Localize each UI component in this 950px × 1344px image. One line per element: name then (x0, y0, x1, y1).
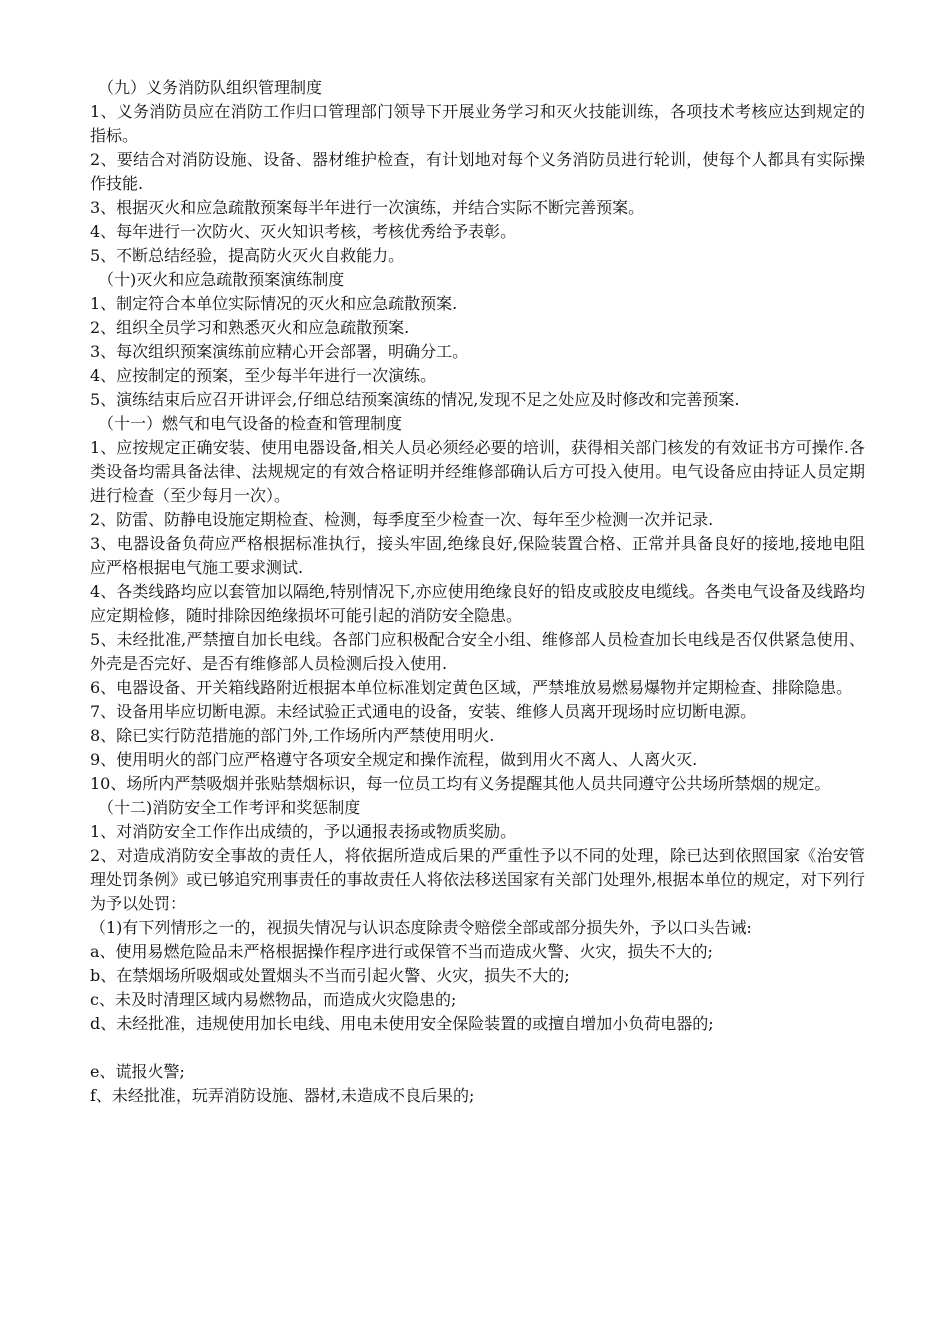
paragraph: 1、制定符合本单位实际情况的灭火和应急疏散预案. (90, 294, 458, 313)
section-heading-10: （十)灭火和应急疏散预案演练制度 (98, 270, 345, 289)
paragraph: 5、不断总结经验，提高防火灭火自救能力。 (90, 246, 405, 265)
paragraph: 2、要结合对消防设施、设备、器材维护检查，有计划地对每个义务消防员进行轮训，使每个人都具有实际操作技能. (90, 150, 865, 193)
paragraph: （1)有下列情形之一的，视损失情况与认识态度除责令赔偿全部或部分损失外，予以口头告诫: (90, 918, 752, 937)
document-page (90, 76, 865, 1108)
paragraph: 1、应按规定正确安装、使用电器设备,相关人员必须经必要的培训，获得相关部门核发的有效证书方可操作.各类设备均需具备法律、法规规定的有效合格证明并经维修部确认后方可投入使用。电气设备应由持证人员定期进行检查（至少每月一次）。 (90, 438, 865, 505)
paragraph: 4、应按制定的预案，至少每半年进行一次演练。 (90, 366, 437, 385)
paragraph: 9、使用明火的部门应严格遵守各项安全规定和操作流程，做到用火不离人、人离火灭. (90, 750, 698, 769)
paragraph: 2、对造成消防安全事故的责任人，将依据所造成后果的严重性予以不同的处理，除已达到依照国家《治安管理处罚条例》或已够追究刑事责任的事故责任人将依法移送国家有关部门处理外,根据本单位的规定，对下列行为予以处罚： (90, 846, 865, 913)
paragraph: 4、每年进行一次防火、灭火知识考核，考核优秀给予表彰。 (90, 222, 517, 241)
paragraph: 3、根据灭火和应急疏散预案每半年进行一次演练，并结合实际不断完善预案。 (90, 198, 645, 217)
paragraph: d、未经批准，违规使用加长电线、用电未使用安全保险装置的或擅自增加小负荷电器的; (90, 1014, 714, 1033)
paragraph: 5、未经批准,严禁擅自加长电线。各部门应积极配合安全小组、维修部人员检查加长电线是否仅供紧急使用、外壳是否完好、是否有维修部人员检测后投入使用. (90, 630, 865, 673)
paragraph: 3、电器设备负荷应严格根据标准执行，接头牢固,绝缘良好,保险装置合格、正常并具备良好的接地,接地电阻应严格根据电气施工要求测试. (90, 534, 865, 577)
blank-line (90, 1036, 865, 1060)
paragraph: 5、演练结束后应召开讲评会,仔细总结预案演练的情况,发现不足之处应及时修改和完善预案. (90, 390, 740, 409)
paragraph: 1、对消防安全工作作出成绩的，予以通报表扬或物质奖励。 (90, 822, 517, 841)
paragraph: 3、每次组织预案演练前应精心开会部署，明确分工。 (90, 342, 469, 361)
paragraph: a、使用易燃危险品未严格根据操作程序进行或保管不当而造成火警、火灾，损失不大的; (90, 942, 713, 961)
paragraph: 2、组织全员学习和熟悉灭火和应急疏散预案. (90, 318, 410, 337)
paragraph: e、谎报火警; (90, 1062, 185, 1081)
paragraph: 7、设备用毕应切断电源。未经试验正式通电的设备，安装、维修人员离开现场时应切断电源。 (90, 702, 757, 721)
section-heading-12: （十二)消防安全工作考评和奖惩制度 (98, 798, 361, 817)
paragraph: 2、防雷、防静电设施定期检查、检测，每季度至少检查一次、每年至少检测一次并记录. (90, 510, 714, 529)
paragraph: f、未经批准，玩弄消防设施、器材,未造成不良后果的; (90, 1086, 475, 1105)
paragraph: 6、电器设备、开关箱线路附近根据本单位标准划定黄色区域，严禁堆放易燃易爆物并定期检查、排除隐患。 (90, 678, 853, 697)
paragraph: 8、除已实行防范措施的部门外,工作场所内严禁使用明火. (90, 726, 495, 745)
section-heading-11: （十一）燃气和电气设备的检查和管理制度 (98, 414, 403, 433)
paragraph: 10、场所内严禁吸烟并张贴禁烟标识，每一位员工均有义务提醒其他人员共同遵守公共场所禁烟的规定。 (90, 774, 831, 793)
paragraph: 4、各类线路均应以套管加以隔绝,特别情况下,亦应使用绝缘良好的铅皮或胶皮电缆线。各类电气设备及线路均应定期检修，随时排除因绝缘损坏可能引起的消防安全隐患。 (90, 582, 865, 625)
paragraph: 1、义务消防员应在消防工作归口管理部门领导下开展业务学习和灭火技能训练，各项技术考核应达到规定的指标。 (90, 102, 865, 145)
section-heading-9: （九）义务消防队组织管理制度 (98, 78, 323, 97)
paragraph: b、在禁烟场所吸烟或处置烟头不当而引起火警、火灾，损失不大的; (90, 966, 570, 985)
paragraph: c、未及时清理区域内易燃物品，而造成火灾隐患的; (90, 990, 457, 1009)
